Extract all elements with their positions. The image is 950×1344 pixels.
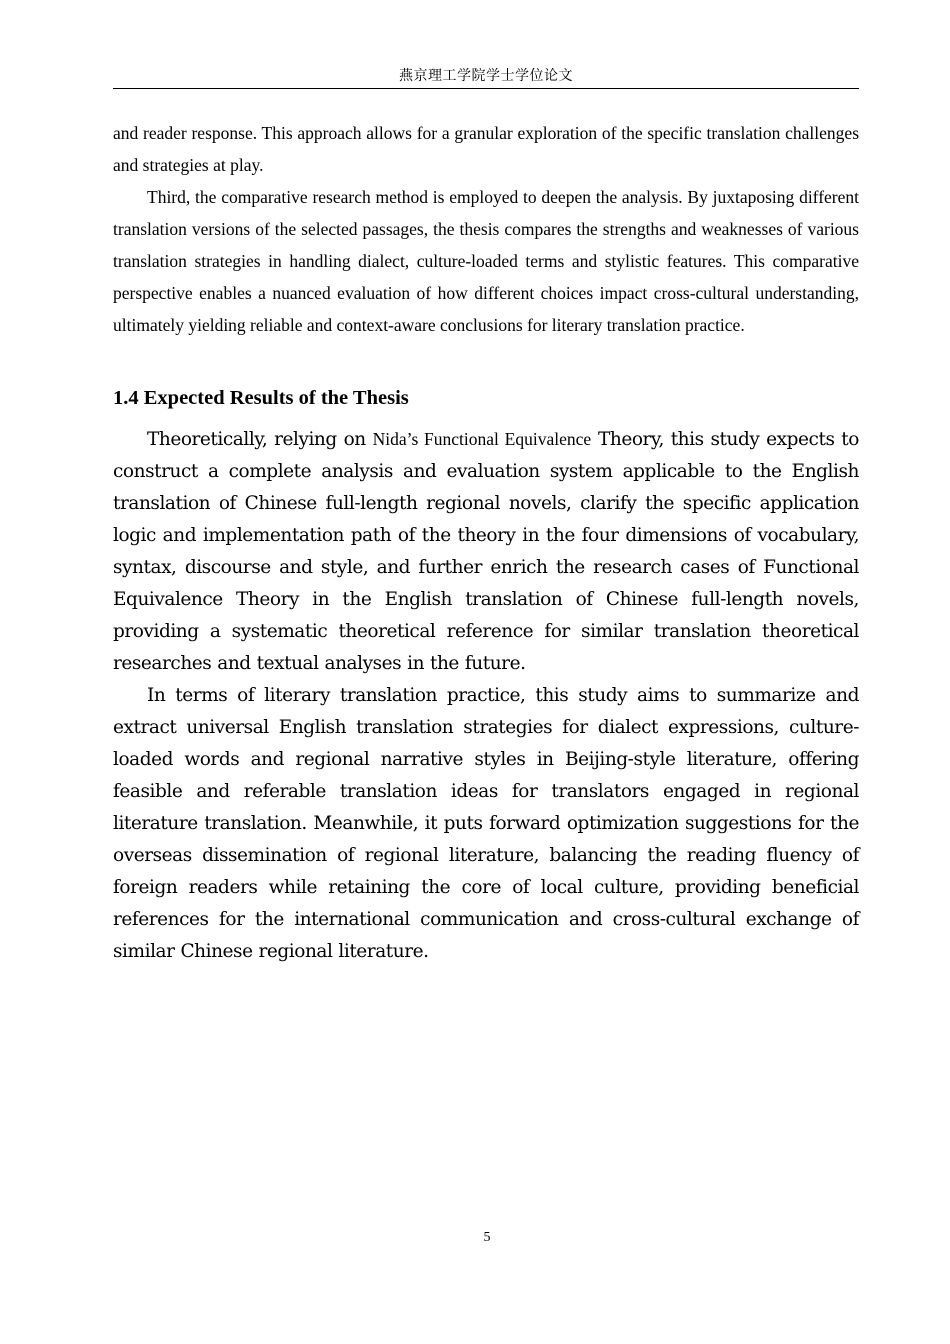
- paragraph-rest: Theory, this study expects to construct a complete analysis and evaluation system applicable to the English translation of Chinese full-length regional novels, clarify the specific application logic and implementation path of the theory in the four dimensions of vocabulary, syntax, discourse and style, and further enrich the research cases of Functional Equivalence Theory in the English translation of Chinese full-length novels, providing a systematic theoretical reference for similar translation theoretical researches and textual analyses in the future.: [113, 429, 859, 674]
- page-number: 5: [483, 1230, 491, 1245]
- header-rule: [113, 88, 859, 89]
- running-header: 燕京理工学院学士学位论文: [399, 68, 573, 84]
- paragraph-continued: and reader response. This approach allows for a granular exploration of the specific translation challenges and strategies at play.: [113, 123, 859, 175]
- paragraph-comparative-method: Third, the comparative research method is employed to deepen the analysis. By juxtaposing different translation versions of the selected passages, the thesis compares the strengths and weaknesses of various translation strategies in handling dialect, culture-loaded terms and stylistic features. This comparative perspective enables a nuanced evaluation of how different choices impact cross-cultural understanding, ultimately yielding reliable and context-aware conclusions for literary translation practice.: [113, 187, 859, 335]
- inline-term: Nida’s Functional Equivalence: [372, 429, 592, 449]
- paragraph-lead: Theoretically, relying on: [147, 429, 373, 450]
- paragraph-practical-results: In terms of literary translation practice, this study aims to summarize and extract universal English translation strategies for dialect expressions, culture-loaded words and regional narrative styles in Beijing-style literature, offering feasible and referable translation ideas for translators engaged in regional literature translation. Meanwhile, it puts forward optimization suggestions for the overseas dissemination of regional literature, balancing the reading fluency of foreign readers while retaining the core of local culture, providing beneficial references for the international communication and cross-cultural exchange of similar Chinese regional literature.: [113, 685, 859, 962]
- paragraph-theoretical-results: [113, 423, 859, 680]
- section-heading: 1.4 Expected Results of the Thesis: [113, 387, 409, 409]
- body-text: [113, 117, 859, 968]
